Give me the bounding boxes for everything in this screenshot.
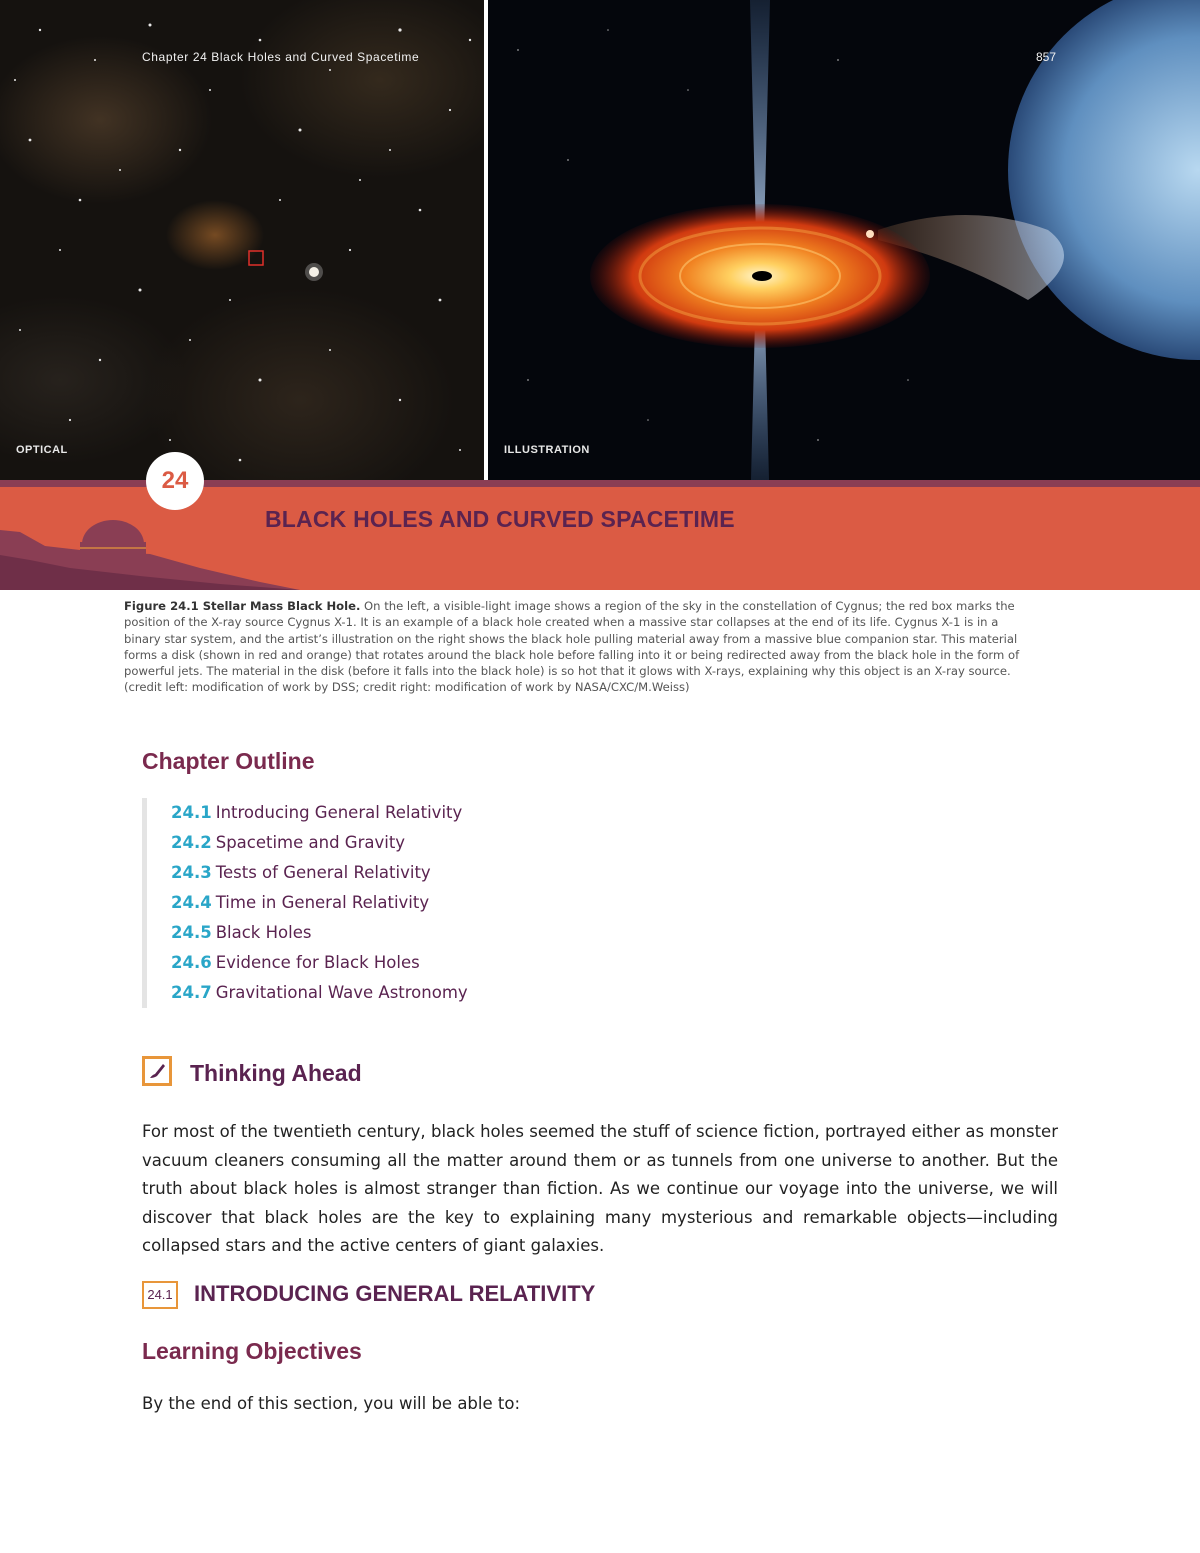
- thinking-ahead-heading: Thinking Ahead: [190, 1060, 362, 1086]
- outline-item-24-5[interactable]: [171, 918, 671, 948]
- outline-item-number: 24.6: [171, 953, 212, 972]
- running-head: Chapter 24 Black Holes and Curved Spacetime: [142, 50, 420, 64]
- chapter-outline-list: [142, 798, 671, 1008]
- section-title: INTRODUCING GENERAL RELATIVITY: [194, 1281, 596, 1306]
- outline-item-24-4[interactable]: [171, 888, 671, 918]
- outline-item-number: 24.3: [171, 863, 212, 882]
- thinking-ahead-paragraph: For most of the twentieth century, black holes seemed the stuff of science fiction, portrayed either as monster vacuum cleaners consuming all the matter around them or as tunnels from one universe to another. But the truth about black holes is almost stranger than fiction. As we continue our voyage into the universe, we will discover that black holes are the key to explaining many mysterious and remarkable objects—including collapsed stars and the active centers of giant galaxies.: [142, 1122, 1058, 1256]
- chapter-banner: [0, 0, 1200, 480]
- illustration-label: ILLUSTRATION: [504, 444, 590, 456]
- outline-item-title: Spacetime and Gravity: [215, 833, 406, 852]
- outline-item-number: 24.5: [171, 923, 212, 942]
- outline-item-title: Gravitational Wave Astronomy: [215, 983, 468, 1002]
- figure-label: Figure 24.1 Stellar Mass Black Hole.: [124, 599, 361, 613]
- outline-item-title: Black Holes: [215, 923, 312, 942]
- pen-icon: [148, 1062, 166, 1080]
- section-number-badge: 24.1: [142, 1281, 178, 1309]
- outline-item-title: Time in General Relativity: [215, 893, 430, 912]
- outline-item-24-2[interactable]: [171, 828, 671, 858]
- observatory-landscape-graphic: [0, 510, 300, 590]
- chapter-outline-heading: Chapter Outline: [142, 748, 315, 774]
- outline-item-title: Introducing General Relativity: [215, 803, 463, 822]
- outline-item-24-3[interactable]: [171, 858, 671, 888]
- outline-item-title: Evidence for Black Holes: [215, 953, 420, 972]
- learning-objectives-heading: Learning Objectives: [142, 1338, 362, 1364]
- figure-caption: [124, 598, 1024, 696]
- outline-item-number: 24.7: [171, 983, 212, 1002]
- outline-item-24-6[interactable]: [171, 948, 671, 978]
- outline-item-24-1[interactable]: [171, 798, 671, 828]
- outline-item-title: Tests of General Relativity: [215, 863, 431, 882]
- figure-caption-text: On the left, a visible-light image shows a region of the sky in the constellation of Cygnus; the red box marks the position of the X-ray source Cygnus X-1. It is an example of a black hole created when a massive star collapses at the end of its life. Cygnus X-1 is in a binary star system, and the artist’s illustration on the right shows the black hole pulling material away from a massive blue companion star. This material forms a disk (shown in red and orange) that rotates around the black hole before falling into it or being redirected away from the black hole in the form of powerful jets. The material in the disk (before it falls into the black hole) is so hot that it glows with X-rays, explaining why this object is an X-ray source. (credit left: modification of work by DSS; credit right: modification of work by NASA/CXC/M.Weiss): [124, 599, 1020, 695]
- chapter-title: BLACK HOLES AND CURVED SPACETIME: [265, 506, 735, 532]
- cygnus-x1-marker: [249, 251, 263, 265]
- illustration-art: [488, 0, 1200, 480]
- thinking-ahead-icon: [142, 1056, 172, 1086]
- optical-starfield: [0, 0, 484, 480]
- outline-item-24-7[interactable]: [171, 978, 671, 1008]
- chapter-number-badge: 24: [146, 452, 204, 510]
- learning-objectives-intro: By the end of this section, you will be able to:: [142, 1394, 521, 1413]
- page-number: 857: [1036, 50, 1057, 64]
- outline-item-number: 24.2: [171, 833, 212, 852]
- outline-item-number: 24.1: [171, 803, 212, 822]
- optical-sky-image: [0, 0, 484, 480]
- black-hole-illustration: [488, 0, 1200, 480]
- optical-label: OPTICAL: [16, 444, 68, 456]
- outline-item-number: 24.4: [171, 893, 212, 912]
